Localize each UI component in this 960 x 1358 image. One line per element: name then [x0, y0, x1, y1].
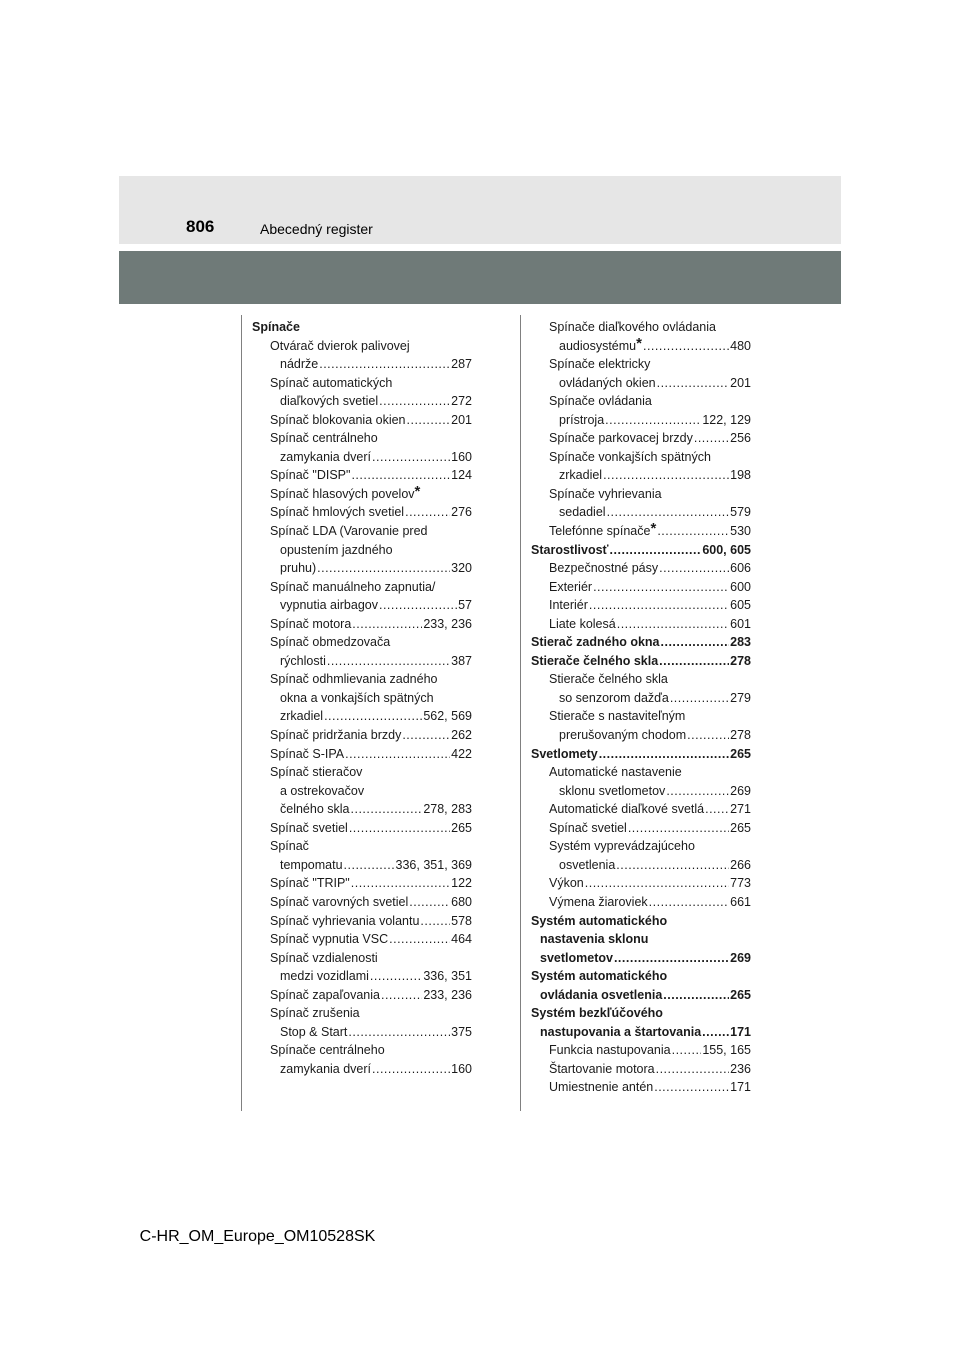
index-entry: Spínač vzdialenosti	[270, 950, 378, 965]
index-entry: Automatické nastavenie	[549, 765, 682, 780]
index-entry: tempomatu ..... 336, 351, 369	[252, 856, 472, 875]
index-entry: Liate kolesá ..... 601	[531, 615, 751, 634]
index-entry: Spínače vonkajších spätných	[549, 449, 711, 464]
index-group-heading: nastavenia sklonu	[540, 932, 649, 947]
page-ref: 198	[730, 468, 751, 483]
index-entry: Spínače centrálneho	[270, 1043, 385, 1058]
index-entry: Exteriér ..... 600	[531, 578, 751, 597]
index-entry: zrkadiel ..... 198	[531, 466, 751, 485]
index-entry: diaľkových svetiel ..... 272	[252, 392, 472, 411]
index-entry: Spínač svetiel ..... 265	[531, 819, 751, 838]
page-ref: 57	[458, 598, 472, 613]
index-entry: Spínač stieračov	[270, 765, 363, 780]
page-ref: 269	[730, 950, 751, 965]
index-entry: okna a vonkajších spätných	[280, 690, 434, 705]
index-group-heading: Stierač zadného okna ..... 283	[531, 633, 751, 652]
index-entry: Spínače diaľkového ovládania	[549, 320, 716, 334]
index-entry: Spínač hlasových povelov*	[270, 482, 421, 501]
footnote-star: *	[636, 334, 642, 352]
index-entry: Výmena žiaroviek ..... 661	[531, 893, 751, 912]
page-ref: 422	[451, 746, 472, 761]
page-ref: 606	[730, 561, 751, 576]
column-rule-left	[241, 315, 242, 1111]
index-entry: Spínače parkovacej brzdy ..... 256	[531, 429, 751, 448]
page-ref: 562, 569	[423, 709, 472, 724]
index-entry: so senzorom dažďa ..... 279	[531, 689, 751, 708]
index-column-left	[252, 318, 472, 1078]
index-entry: ovládaných okien ..... 201	[531, 374, 751, 393]
index-entry: Spínač "TRIP" ..... 122	[252, 874, 472, 893]
index-group-heading: ovládania osvetlenia ..... 265	[531, 986, 751, 1005]
index-entry: Spínač vyhrievania volantu ..... 578	[252, 912, 472, 931]
index-group-heading: Stierače čelného skla ..... 278	[531, 652, 751, 671]
index-entry: sklonu svetlometov ..... 269	[531, 782, 751, 801]
index-entry: Funkcia nastupovania ..... 155, 165	[531, 1041, 751, 1060]
index-entry: zamykania dverí ..... 160	[252, 1060, 472, 1079]
page-ref: 155, 165	[702, 1043, 751, 1058]
index-entry: Spínač varovných svetiel ..... 680	[252, 893, 472, 912]
document-code: C-HR_OM_Europe_OM10528SK	[139, 1228, 376, 1245]
page-ref: 276	[451, 505, 472, 520]
index-group-heading: Systém bezkľúčového	[531, 1006, 663, 1021]
page-ref: 122	[451, 876, 472, 891]
index-entry: rýchlosti ..... 387	[252, 652, 472, 671]
page-ref: 124	[451, 468, 472, 483]
page-ref: 262	[451, 728, 472, 743]
page-ref: 480	[730, 338, 751, 353]
index-entry: Spínač svetiel ..... 265	[252, 819, 472, 838]
index-entry: Stop & Start ..... 375	[252, 1023, 472, 1042]
index-entry: Spínač zapaľovania ..... 233, 236	[252, 986, 472, 1005]
page-ref: 661	[730, 894, 751, 909]
index-entry: Bezpečnostné pásy ..... 606	[531, 559, 751, 578]
index-entry: Spínač manuálneho zapnutia/	[270, 579, 436, 594]
page-ref: 773	[730, 876, 751, 891]
index-entry: zrkadiel ..... 562, 569	[252, 707, 472, 726]
page-ref: 530	[730, 524, 751, 539]
index-group-heading: nastupovania a štartovania ..... 171	[531, 1023, 751, 1042]
index-entry: vypnutia airbagov ..... 57	[252, 596, 472, 615]
page-ref: 201	[730, 375, 751, 390]
page-ref: 160	[451, 1061, 472, 1076]
index-entry: Telefónne spínače* ..... 530	[531, 522, 751, 541]
index-entry: Spínač S-IPA ..... 422	[252, 745, 472, 764]
index-entry: Spínače vyhrievania	[549, 486, 662, 501]
page-ref: 375	[451, 1024, 472, 1039]
page-ref: 578	[451, 913, 472, 928]
page-ref: 278, 283	[423, 802, 472, 817]
page-ref: 171	[730, 1024, 751, 1039]
index-entry: Spínač hmlových svetiel ..... 276	[252, 503, 472, 522]
index-entry: zamykania dverí ..... 160	[252, 448, 472, 467]
index-entry: Spínače elektricky	[549, 357, 651, 372]
index-entry: Spínač motora ..... 233, 236	[252, 615, 472, 634]
page-ref: 600, 605	[702, 542, 751, 557]
page-ref: 320	[451, 561, 472, 576]
page-ref: 680	[451, 894, 472, 909]
index-entry: audiosystému* ..... 480	[531, 337, 751, 356]
index-entry: Spínač obmedzovača	[270, 635, 391, 650]
index-entry: osvetlenia ..... 266	[531, 856, 751, 875]
index-entry: opustením jazdného	[280, 542, 393, 557]
page-ref: 279	[730, 690, 751, 705]
index-entry: Spínač zrušenia	[270, 1006, 360, 1021]
index-entry: Spínač	[270, 839, 309, 854]
page-ref: 605	[730, 598, 751, 613]
page-ref: 201	[451, 412, 472, 427]
page-ref: 265	[451, 820, 472, 835]
page-ref: 464	[451, 932, 472, 947]
index-entry: nádrže ..... 287	[252, 355, 472, 374]
index-group-heading: Systém automatického	[531, 913, 668, 928]
page-ref: 278	[730, 653, 751, 668]
index-column-right	[531, 318, 751, 1097]
section-band	[119, 251, 841, 304]
index-entry: Interiér ..... 605	[531, 596, 751, 615]
header-band	[119, 176, 841, 244]
page-ref: 265	[730, 746, 751, 761]
page-ref: 287	[451, 357, 472, 372]
index-entry: prístroja ..... 122, 129	[531, 411, 751, 430]
index-entry: Otvárač dvierok palivovej	[270, 338, 410, 353]
page-ref: 387	[451, 653, 472, 668]
page-ref: 265	[730, 820, 751, 835]
index-entry: Spínač odhmlievania zadného	[270, 672, 438, 687]
index-entry: Spínač LDA (Varovanie pred	[270, 524, 428, 539]
page-ref: 272	[451, 394, 472, 409]
page-ref: 601	[730, 616, 751, 631]
page-ref: 265	[730, 987, 751, 1002]
page-ref: 233, 236	[423, 616, 472, 631]
index-group-heading: Svetlomety ..... 265	[531, 745, 751, 764]
index-entry: čelného skla ..... 278, 283	[252, 800, 472, 819]
index-entry: Spínač pridržania brzdy ..... 262	[252, 726, 472, 745]
index-entry: Spínač centrálneho	[270, 431, 378, 446]
index-entry: medzi vozidlami ..... 336, 351	[252, 967, 472, 986]
page-ref: 171	[730, 1080, 751, 1095]
page-ref: 160	[451, 449, 472, 464]
index-group-heading: svetlometov ..... 269	[531, 949, 751, 968]
page-ref: 266	[730, 857, 751, 872]
page-number: 806	[186, 217, 215, 236]
page-ref: 600	[730, 579, 751, 594]
index-entry: Automatické diaľkové svetlá ..... 271	[531, 800, 751, 819]
index-entry: Výkon ..... 773	[531, 874, 751, 893]
page-ref: 579	[730, 505, 751, 520]
index-entry: Umiestnenie antén ..... 171	[531, 1078, 751, 1097]
index-group-heading: Starostlivosť ..... 600, 605	[531, 541, 751, 560]
page-ref: 256	[730, 431, 751, 446]
index-entry: Spínač "DISP" ..... 124	[252, 466, 472, 485]
page-ref: 336, 351, 369	[395, 857, 472, 872]
index-entry: sedadiel ..... 579	[531, 503, 751, 522]
footnote-star: *	[414, 482, 421, 500]
page-ref: 122, 129	[702, 412, 751, 427]
index-entry: pruhu) ..... 320	[252, 559, 472, 578]
footnote-star: *	[650, 520, 657, 538]
page-ref: 233, 236	[423, 987, 472, 1002]
page-ref: 336, 351	[423, 969, 472, 984]
section-title: Abecedný register	[260, 221, 373, 237]
index-entry: Spínače ovládania	[549, 394, 652, 409]
column-rule-right	[520, 315, 521, 1111]
page-ref: 278	[730, 728, 751, 743]
index-entry: Spínač automatických	[270, 375, 393, 390]
index-entry: prerušovaným chodom ..... 278	[531, 726, 751, 745]
index-group-heading: Systém automatického	[531, 969, 668, 984]
index-entry: a ostrekovačov	[280, 783, 365, 798]
page-ref: 236	[730, 1061, 751, 1076]
index-entry: Systém vyprevádzajúceho	[549, 839, 695, 854]
index-group-heading: Spínače	[252, 320, 300, 334]
page-ref: 271	[730, 802, 751, 817]
index-entry: Spínač vypnutia VSC ..... 464	[252, 930, 472, 949]
index-entry: Spínač blokovania okien ..... 201	[252, 411, 472, 430]
index-entry: Štartovanie motora ..... 236	[531, 1060, 751, 1079]
index-entry: Stierače s nastaviteľným	[549, 709, 686, 724]
page-ref: 283	[730, 635, 751, 650]
index-entry: Stierače čelného skla	[549, 672, 668, 687]
page-ref: 269	[730, 783, 751, 798]
